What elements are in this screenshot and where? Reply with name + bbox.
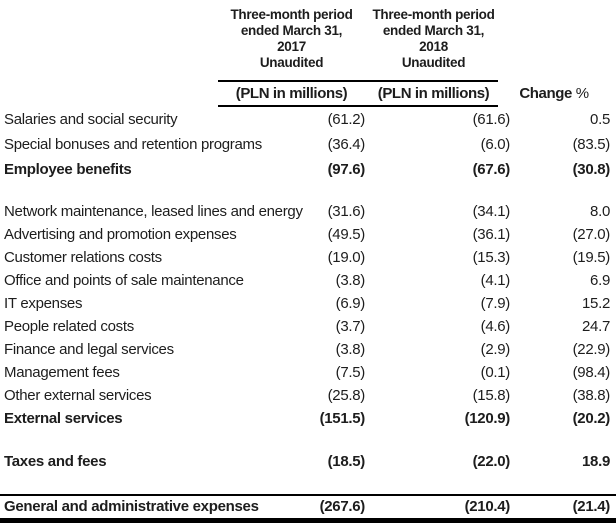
row-label: Taxes and fees (4, 453, 107, 470)
table-body (0, 107, 616, 518)
value-2017: (6.9) (335, 295, 365, 312)
value-change-percent: (27.0) (572, 226, 610, 243)
table-row (0, 107, 616, 132)
section-taxes-and-fees (0, 450, 616, 474)
value-change-percent: (20.2) (572, 410, 610, 427)
change-label: Change (519, 85, 572, 102)
value-change-percent: (22.9) (572, 341, 610, 358)
row-label: Network maintenance, leased lines and energy (4, 203, 303, 220)
value-2017: (36.4) (327, 136, 365, 153)
value-change-percent: 6.9 (590, 272, 610, 289)
value-change-percent: (38.8) (572, 387, 610, 404)
value-2018: (0.1) (480, 364, 510, 381)
value-2017: (49.5) (327, 226, 365, 243)
header-line: ended March 31, (240, 23, 343, 38)
section-employee-benefits (0, 107, 616, 182)
header-line: Unaudited (401, 55, 466, 70)
value-change-percent: (19.5) (572, 249, 610, 266)
row-label: Special bonuses and retention programs (4, 136, 262, 153)
header-line: Three-month period (230, 7, 353, 22)
value-change-percent: (83.5) (572, 136, 610, 153)
table-bottom-rule (0, 518, 616, 523)
value-2018: (22.0) (472, 453, 510, 470)
value-change-percent: (98.4) (572, 364, 610, 381)
value-change-percent: (30.8) (572, 161, 610, 178)
value-change-percent: 0.5 (590, 111, 610, 128)
table-row (0, 338, 616, 361)
row-label: Office and points of sale maintenance (4, 272, 244, 289)
row-label: Customer relations costs (4, 249, 162, 266)
table-row (0, 450, 616, 474)
table-row (0, 269, 616, 292)
table-row (0, 200, 616, 223)
header-line: ended March 31, (382, 23, 485, 38)
column-header-2018 (365, 7, 502, 71)
value-2017: (19.0) (327, 249, 365, 266)
section-external-services (0, 200, 616, 430)
value-change-percent: 24.7 (582, 318, 610, 335)
value-2017: (3.8) (335, 272, 365, 289)
value-change-percent: 18.9 (582, 453, 610, 470)
value-2018: (6.0) (480, 136, 510, 153)
table-row (0, 315, 616, 338)
value-2018: (7.9) (480, 295, 510, 312)
row-label: Salaries and social security (4, 111, 178, 128)
value-2018: (120.9) (464, 410, 510, 427)
value-2018: (61.6) (472, 111, 510, 128)
header-line: 2017 (277, 39, 306, 54)
row-label: IT expenses (4, 295, 83, 312)
unit-label-2018: (PLN in millions) (377, 85, 490, 102)
value-2018: (36.1) (472, 226, 510, 243)
row-label: Other external services (4, 387, 152, 404)
header-rule-bottom (218, 105, 498, 107)
header-line: 2018 (419, 39, 448, 54)
value-2017: (31.6) (327, 203, 365, 220)
value-2017: (7.5) (335, 364, 365, 381)
row-label: Management fees (4, 364, 120, 381)
table-row (0, 223, 616, 246)
value-2018: (15.8) (472, 387, 510, 404)
value-2018: (4.6) (480, 318, 510, 335)
value-2017: (97.6) (327, 161, 365, 178)
table-row (0, 292, 616, 315)
value-2018: (15.3) (472, 249, 510, 266)
value-2017: (267.6) (319, 498, 365, 515)
row-label: Employee benefits (4, 161, 132, 178)
value-2018: (2.9) (480, 341, 510, 358)
table-row (0, 361, 616, 384)
table-row (0, 157, 616, 182)
table-header (0, 0, 616, 107)
row-label: Finance and legal services (4, 341, 174, 358)
table-row (0, 496, 616, 518)
section-total (0, 494, 616, 518)
value-change-percent: 15.2 (582, 295, 610, 312)
value-2017: (151.5) (319, 410, 365, 427)
row-label: People related costs (4, 318, 134, 335)
value-2018: (4.1) (480, 272, 510, 289)
value-2017: (18.5) (327, 453, 365, 470)
change-column-header (512, 82, 596, 105)
row-label: External services (4, 410, 123, 427)
row-label: General and administrative expenses (4, 498, 259, 515)
column-header-2017 (218, 7, 365, 71)
unit-label-2017: (PLN in millions) (235, 85, 348, 102)
value-2017: (3.7) (335, 318, 365, 335)
table-row (0, 384, 616, 407)
value-2017: (3.8) (335, 341, 365, 358)
value-2017: (25.8) (327, 387, 365, 404)
table-row (0, 407, 616, 430)
value-change-percent: (21.4) (572, 498, 610, 515)
value-change-percent: 8.0 (590, 203, 610, 220)
table-row (0, 132, 616, 157)
value-2018: (67.6) (472, 161, 510, 178)
value-2017: (61.2) (327, 111, 365, 128)
row-label: Advertising and promotion expenses (4, 226, 237, 243)
value-2018: (34.1) (472, 203, 510, 220)
table-row (0, 246, 616, 269)
header-line: Unaudited (259, 55, 324, 70)
header-line: Three-month period (372, 7, 495, 22)
percent-sign: % (575, 85, 589, 102)
value-2018: (210.4) (464, 498, 510, 515)
